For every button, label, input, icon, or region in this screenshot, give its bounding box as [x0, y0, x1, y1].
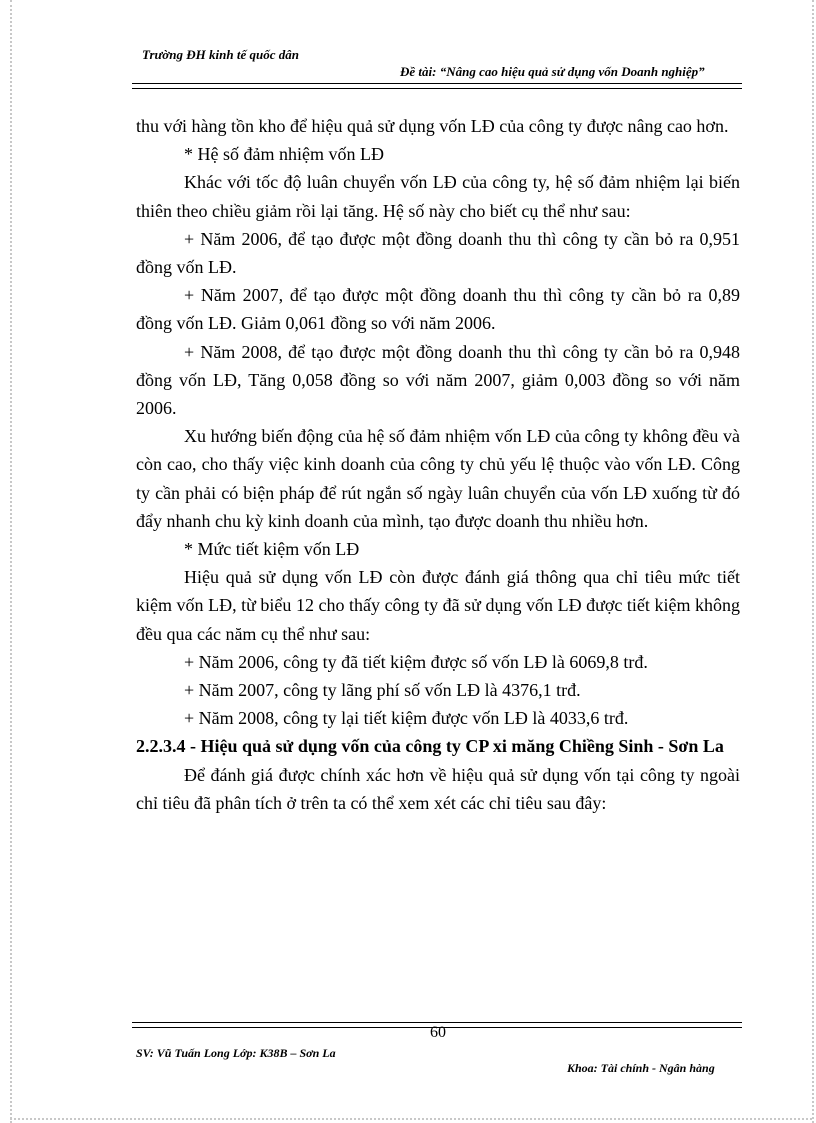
list-item: + Năm 2008, công ty lại tiết kiệm được vốn LĐ là 4033,6 trđ. — [184, 708, 629, 729]
page-number: 60 — [430, 1024, 446, 1041]
subheading: * Hệ số đảm nhiệm vốn LĐ — [184, 144, 384, 165]
footer-student: SV: Vũ Tuấn Long Lớp: K38B – Sơn La — [136, 1046, 336, 1060]
list-item: + Năm 2007, công ty lãng phí số vốn LĐ là 4376,1 trđ. — [184, 680, 581, 701]
paragraph: Khác với tốc độ luân chuyển vốn LĐ của công ty, hệ số đảm nhiệm lại biến thiên theo chiều giảm rồi lại tăng. Hệ số này cho biết cụ thể như sau: — [136, 172, 740, 221]
header-rule — [132, 83, 742, 89]
paragraph: Xu hướng biến động của hệ số đảm nhiệm vốn LĐ của công ty không đều và còn cao, cho thấy việc kinh doanh của công ty chủ yếu lệ thuộc vào vốn LĐ. Công ty cần phải có biện pháp để rút ngắn số ngày luân chuyển của vốn LĐ xuống từ đó đẩy nhanh chu kỳ kinh doanh của mình, tạo được doanh thu nhiều hơn. — [136, 426, 740, 531]
list-item: + Năm 2006, công ty đã tiết kiệm được số vốn LĐ là 6069,8 trđ. — [184, 651, 648, 672]
page-border-bottom — [10, 1118, 812, 1120]
page-border-right — [812, 0, 814, 1123]
page-border-left — [10, 0, 12, 1123]
header-topic: Đề tài: “Nâng cao hiệu quả sử dụng vốn Doanh nghiệp” — [400, 64, 705, 79]
document-body — [136, 112, 740, 817]
subheading: * Mức tiết kiệm vốn LĐ — [184, 539, 360, 560]
section-heading: 2.2.3.4 - Hiệu quả sử dụng vốn của công ty CP xi măng Chiềng Sinh - Sơn La — [136, 736, 724, 757]
paragraph: Để đánh giá được chính xác hơn về hiệu quả sử dụng vốn tại công ty ngoài chỉ tiêu đã phân tích ở trên ta có thể xem xét các chỉ tiêu sau đây: — [136, 764, 740, 813]
header-school: Trường ĐH kinh tế quốc dân — [142, 47, 299, 62]
footer-faculty: Khoa: Tài chính - Ngân hàng — [567, 1061, 715, 1075]
list-item: + Năm 2006, để tạo được một đồng doanh thu thì công ty cần bỏ ra 0,951 đồng vốn LĐ. — [136, 228, 740, 278]
paragraph: Hiệu quả sử dụng vốn LĐ còn được đánh giá thông qua chỉ tiêu mức tiết kiệm vốn LĐ, từ biểu 12 cho thấy công ty đã sử dụng vốn LĐ được tiết kiệm không đều qua các năm cụ thể như sau: — [136, 567, 740, 644]
list-item: + Năm 2008, để tạo được một đồng doanh thu thì công ty cần bỏ ra 0,948 đồng vốn LĐ, Tăng 0,058 đồng so với năm 2007, giảm 0,003 đồng so với năm 2006. — [136, 341, 740, 419]
paragraph: thu với hàng tồn kho để hiệu quả sử dụng vốn LĐ của công ty được nâng cao hơn. — [136, 116, 729, 136]
list-item: + Năm 2007, để tạo được một đồng doanh thu thì công ty cần bỏ ra 0,89 đồng vốn LĐ. Giảm 0,061 đồng so với năm 2006. — [136, 285, 740, 334]
